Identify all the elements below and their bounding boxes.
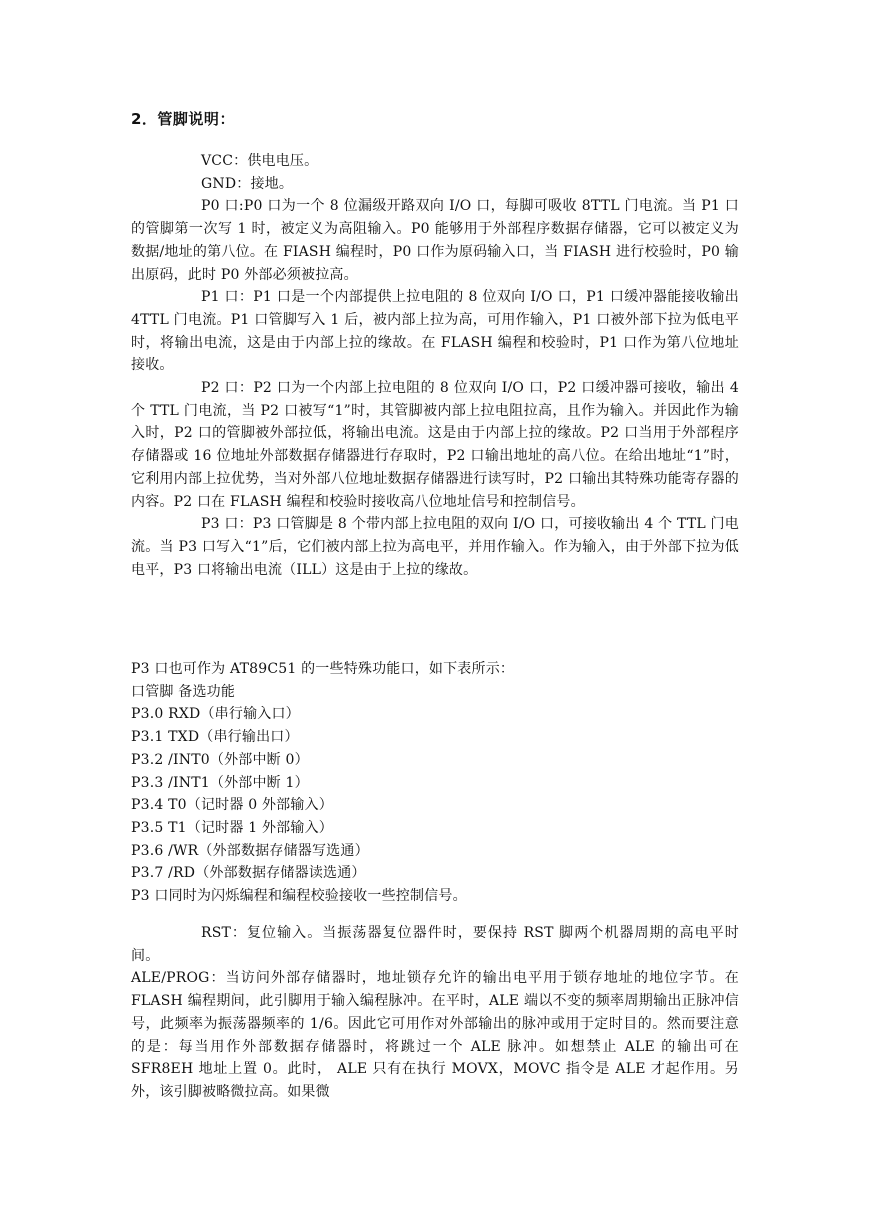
p3-alternate-function-list [131, 658, 739, 908]
p0-paragraph: P0 口:P0 口为一个 8 位漏级开路双向 I/O 口，每脚可吸收 8TTL 门电流。当 P1 口的管脚第一次写 1 时，被定义为高阻输入。P0 能够用于外部程序数据存储器，它可以被定义为数据/地址的第八位。在 FIASH 编程时，P0 口作为原码输入口，当 FIASH 进行校验时，P0 输出原码，此时 P0 外部必须被拉高。 [131, 198, 739, 283]
ale-paragraph: ALE/PROG：当访问外部存储器时，地址锁存允许的输出电平用于锁存地址的地位字节。在 FLASH 编程期间，此引脚用于输入编程脉冲。在平时，ALE 端以不变的频率周期输出正脉冲信号，此频率为振荡器频率的 1/6。因此它可用作对外部输出的脉冲或用于定时目的。然而要注意的是：每当用作外部数据存储器时，将跳过一个 ALE 脉冲。如想禁止 ALE 的输出可在 SFR8EH 地址上置 0。此时， ALE 只有在执行 MOVX，MOVC 指令是 ALE 才起作用。另外，该引脚被略微拉高。如果微 [131, 970, 739, 1100]
list-item: P3.1 TXD（串行输出口） [131, 729, 299, 746]
list-intro: P3 口也可作为 AT89C51 的一些特殊功能口，如下表所示： [131, 661, 515, 677]
p3-paragraph: P3 口：P3 口管脚是 8 个带内部上拉电阻的双向 I/O 口，可接收输出 4 个 TTL 门电流。当 P3 口写入“1”后，它们被内部上拉为高电平，并用作输入。作为输入，由于外部下拉为低电平，P3 口将输出电流（ILL）这是由于上拉的缘故。 [131, 516, 739, 578]
vcc-paragraph: VCC：供电电压。 [201, 153, 319, 169]
pin-description-block [131, 150, 739, 581]
p1-paragraph: P1 口：P1 口是一个内部提供上拉电阻的 8 位双向 I/O 口，P1 口缓冲器能接收输出 4TTL 门电流。P1 口管脚写入 1 后，被内部上拉为高，可用作输入，P1 口被外部下拉为低电平时，将输出电流，这是由于内部上拉的缘故。在 FLASH 编程和校验时，P1 口作为第八位地址接收。 [131, 289, 739, 374]
p2-paragraph: P2 口：P2 口为一个内部上拉电阻的 8 位双向 I/O 口，P2 口缓冲器可接收，输出 4 个 TTL 门电流，当 P2 口被写“1”时，其管脚被内部上拉电阻拉高，且作为输入。并因此作为输入时，P2 口的管脚被外部拉低，将输出电流。这是由于内部上拉的缘故。P2 口当用于外部程序存储器或 16 位地址外部数据存储器进行存取时，P2 口输出地址的高八位。在给出地址“1”时，它利用内部上拉优势，当对外部八位地址数据存储器进行读写时，P2 口输出其特殊功能寄存器的内容。P2 口在 FLASH 编程和校验时接收高八位地址信号和控制信号。 [131, 380, 739, 510]
list-item: P3.0 RXD（串行输入口） [131, 706, 300, 723]
list-item: P3.3 /INT1（外部中断 1） [131, 774, 309, 791]
gnd-paragraph: GND：接地。 [201, 175, 294, 192]
list-header: 口管脚 备选功能 [131, 683, 236, 700]
rst-paragraph: RST：复位输入。当振荡器复位器件时，要保持 RST 脚两个机器周期的高电平时间。 [131, 925, 739, 964]
list-item: P3.5 T1（记时器 1 外部输入） [131, 819, 333, 836]
list-item: P3.2 /INT0（外部中断 0） [131, 751, 309, 768]
list-footer: P3 口同时为闪烁编程和编程校验接收一些控制信号。 [131, 888, 467, 905]
list-item: P3.6 /WR（外部数据存储器写选通） [131, 842, 369, 859]
rst-ale-block [131, 922, 739, 1104]
list-item: P3.4 T0（记时器 0 外部输入） [131, 797, 333, 814]
list-item: P3.7 /RD（外部数据存储器读选通） [131, 865, 366, 882]
section-heading: 2．管脚说明： [131, 110, 235, 128]
